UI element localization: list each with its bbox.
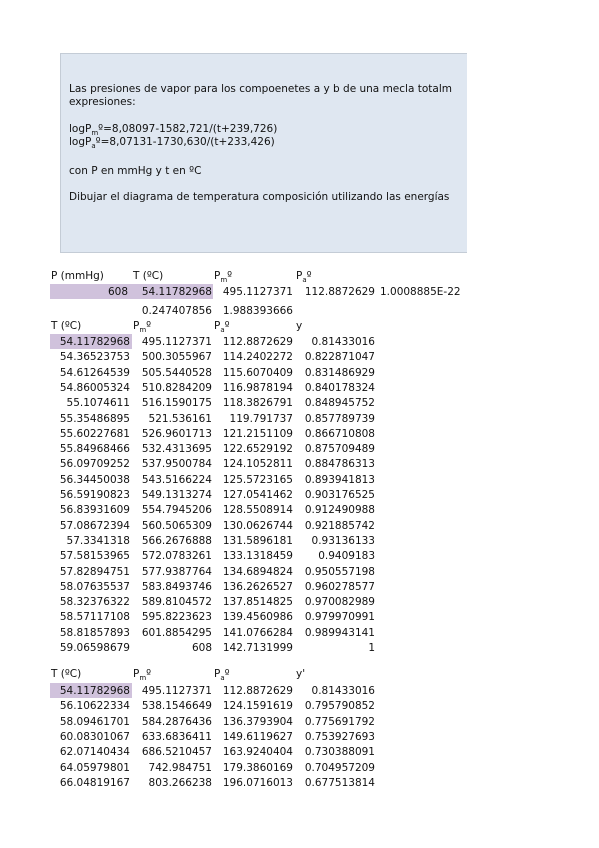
table1-cell[interactable]: 0.857789739 <box>304 412 375 425</box>
table1-cell[interactable]: 128.5508914 <box>222 504 293 517</box>
table1-cell[interactable]: 56.09709252 <box>59 458 130 471</box>
table1-cell[interactable]: 58.32376322 <box>59 596 130 609</box>
table1-cell[interactable]: 0.9409183 <box>318 550 375 563</box>
note-line-2: expresiones: <box>69 96 136 108</box>
table1-cell[interactable]: 56.34450038 <box>59 473 130 486</box>
table1-cell[interactable]: 0.921885742 <box>304 519 375 532</box>
table2-cell[interactable]: 803.266238 <box>148 776 212 789</box>
temperature-value[interactable]: 54.11782968 <box>141 286 212 298</box>
table1-cell[interactable]: 505.5440528 <box>141 366 212 379</box>
header-pressure: P (mmHg) <box>51 270 104 282</box>
table1-cell[interactable]: 58.81857893 <box>59 626 130 639</box>
table1-cell[interactable]: 516.1590175 <box>141 397 212 410</box>
table1-header-t: T (ºC) <box>51 320 82 332</box>
table1-header-pm: $P_mº$ <box>133 320 152 335</box>
table1-cell[interactable]: 0.979970991 <box>304 611 375 624</box>
header-temperature: T (ºC) <box>133 270 164 282</box>
note-units: con P en mmHg y t en ºC <box>69 165 202 177</box>
table2-header-pm: $P_mº$ <box>133 668 152 683</box>
table1-cell[interactable]: 56.83931609 <box>59 504 130 517</box>
table2-cell[interactable]: 136.3793904 <box>222 715 293 728</box>
table1-cell[interactable]: 0.822871047 <box>304 351 375 364</box>
table2-cell[interactable]: 163.9240404 <box>222 746 293 759</box>
table1-cell[interactable]: 57.58153965 <box>59 550 130 563</box>
table2-cell[interactable]: 0.81433016 <box>311 685 375 697</box>
table1-cell[interactable]: 608 <box>191 642 212 654</box>
table1-cell[interactable]: 0.989943141 <box>304 626 375 639</box>
table1-cell[interactable]: 537.9500784 <box>141 458 212 471</box>
table1-cell[interactable]: 59.06598679 <box>59 642 130 654</box>
table2-cell[interactable]: 149.6119627 <box>222 730 293 743</box>
table1-cell[interactable]: 601.8854295 <box>141 626 212 639</box>
table1-cell[interactable]: 577.9387764 <box>141 565 212 578</box>
table1-cell[interactable]: 54.11782968 <box>59 336 130 348</box>
table2-cell[interactable]: 633.6836411 <box>141 730 212 743</box>
table1-cell[interactable]: 122.6529192 <box>222 443 293 456</box>
table2-cell[interactable]: 56.10622334 <box>59 700 130 713</box>
table1-cell[interactable]: 566.2676888 <box>141 534 212 547</box>
table2-header-y: y' <box>296 668 306 680</box>
table2-cell[interactable]: 0.730388091 <box>304 746 375 759</box>
table1-cell[interactable]: 54.36523753 <box>59 351 130 364</box>
table1-cell[interactable]: 543.5166224 <box>141 473 212 486</box>
table1-cell[interactable]: 56.59190823 <box>59 489 130 501</box>
table1-cell[interactable]: 572.0783261 <box>141 550 212 563</box>
table1-cell[interactable]: 57.82894751 <box>59 565 130 578</box>
table1-cell[interactable]: 0.840178324 <box>304 381 375 394</box>
table1-cell[interactable]: 130.0626744 <box>222 519 293 532</box>
pm-value[interactable]: 495.1127371 <box>222 286 293 298</box>
table1-cell[interactable]: 116.9878194 <box>222 381 293 394</box>
table2-cell[interactable]: 60.08301067 <box>59 730 130 743</box>
note-task: Dibujar el diagrama de temperatura composición utilizando las energías <box>69 191 450 203</box>
table1-cell[interactable]: 583.8493746 <box>141 580 212 593</box>
table2-cell[interactable]: 196.0716013 <box>222 776 293 789</box>
table1-cell[interactable]: 121.2151109 <box>222 427 293 440</box>
calc-value-b[interactable]: 1.988393666 <box>222 305 293 317</box>
table1-cell[interactable]: 54.86005324 <box>59 381 130 394</box>
table1-cell[interactable]: 0.875709489 <box>304 443 375 456</box>
table2-cell[interactable]: 584.2876436 <box>141 715 212 728</box>
table1-cell[interactable]: 55.84968466 <box>59 443 130 456</box>
table2-cell[interactable]: 538.1546649 <box>141 700 212 713</box>
table1-cell[interactable]: 139.4560986 <box>222 611 293 624</box>
table2-cell[interactable]: 0.704957209 <box>304 761 375 774</box>
table1-cell[interactable]: 55.60227681 <box>59 427 130 440</box>
table1-cell[interactable]: 58.57117108 <box>59 611 130 624</box>
table1-cell[interactable]: 495.1127371 <box>141 336 212 348</box>
table1-cell[interactable]: 549.1313274 <box>141 489 212 501</box>
table2-cell[interactable]: 179.3860169 <box>222 761 293 774</box>
header-pa: $P_aº$ <box>296 270 312 285</box>
table2-cell[interactable]: 62.07140434 <box>59 746 130 759</box>
table2-cell[interactable]: 0.677513814 <box>304 776 375 789</box>
table1-cell[interactable]: 137.8514825 <box>222 596 293 609</box>
table1-cell[interactable]: 0.93136133 <box>311 534 375 547</box>
table2-cell[interactable]: 124.1591619 <box>222 700 293 713</box>
table1-cell[interactable]: 57.3341318 <box>66 534 130 547</box>
table1-cell[interactable]: 118.3826791 <box>222 397 293 410</box>
table1-cell[interactable]: 0.970082989 <box>304 596 375 609</box>
table2-header-pa: $P_aº$ <box>214 668 230 683</box>
table2-cell[interactable]: 54.11782968 <box>59 685 130 697</box>
table1-cell[interactable]: 0.884786313 <box>304 458 375 471</box>
table1-cell[interactable]: 142.7131999 <box>222 642 293 654</box>
table1-cell[interactable]: 0.960278577 <box>304 580 375 593</box>
table1-cell[interactable]: 134.6894824 <box>222 565 293 578</box>
pressure-value[interactable]: 608 <box>107 286 128 298</box>
table1-header-y: y <box>296 320 303 332</box>
table1-cell[interactable]: 0.912490988 <box>304 504 375 517</box>
equation-m: logP$_m$º=8,08097-1582,721/(t+239,726) <box>69 123 278 138</box>
table2-cell[interactable]: 686.5210457 <box>141 746 212 759</box>
table1-cell[interactable]: 54.61264539 <box>59 366 130 379</box>
table1-cell[interactable]: 1 <box>368 642 375 654</box>
problem-note <box>60 53 467 253</box>
table1-cell[interactable]: 57.08672394 <box>59 519 130 532</box>
table1-cell[interactable]: 127.0541462 <box>222 489 293 501</box>
table1-cell[interactable]: 595.8223623 <box>141 611 212 624</box>
header-pm: $P_mº$ <box>214 270 233 285</box>
table1-cell[interactable]: 510.8284209 <box>141 381 212 394</box>
table1-cell[interactable]: 0.866710808 <box>304 427 375 440</box>
table1-cell[interactable]: 0.903176525 <box>304 489 375 501</box>
table1-cell[interactable]: 133.1318459 <box>222 550 293 563</box>
table1-cell[interactable]: 532.4313695 <box>141 443 212 456</box>
table1-cell[interactable]: 560.5065309 <box>141 519 212 532</box>
calc-value-a[interactable]: 0.247407856 <box>141 305 212 317</box>
table1-cell[interactable]: 112.8872629 <box>222 336 293 348</box>
table2-header-t: T (ºC) <box>51 668 82 680</box>
table1-cell[interactable]: 124.1052811 <box>222 458 293 471</box>
table2-cell[interactable]: 0.775691792 <box>304 715 375 728</box>
table1-cell[interactable]: 521.536161 <box>148 412 212 425</box>
table1-cell[interactable]: 136.2626527 <box>222 580 293 593</box>
table2-cell[interactable]: 64.05979801 <box>59 761 130 774</box>
table2-cell[interactable]: 58.09461701 <box>59 715 130 728</box>
table1-cell[interactable]: 526.9601713 <box>141 427 212 440</box>
table1-cell[interactable]: 554.7945206 <box>141 504 212 517</box>
table1-cell[interactable]: 131.5896181 <box>222 534 293 547</box>
table1-cell[interactable]: 119.791737 <box>229 412 293 425</box>
table1-cell[interactable]: 0.831486929 <box>304 366 375 379</box>
equation-a: logP$_a$º=8,07131-1730,630/(t+233,426) <box>69 136 275 151</box>
note-line-1: Las presiones de vapor para los compoenetes a y b de una mecla totalm <box>69 83 452 95</box>
residual-value[interactable]: 1.0008885E-22 <box>380 286 461 298</box>
table1-cell[interactable]: 0.950557198 <box>304 565 375 578</box>
table1-cell[interactable]: 0.893941813 <box>304 473 375 486</box>
table1-cell[interactable]: 589.8104572 <box>141 596 212 609</box>
table1-cell[interactable]: 58.07635537 <box>59 580 130 593</box>
table2-cell[interactable]: 66.04819167 <box>59 776 130 789</box>
table2-cell[interactable]: 112.8872629 <box>222 685 293 697</box>
table2-cell[interactable]: 495.1127371 <box>141 685 212 697</box>
table1-cell[interactable]: 115.6070409 <box>222 366 293 379</box>
table1-cell[interactable]: 55.1074611 <box>66 397 130 410</box>
table1-cell[interactable]: 0.848945752 <box>304 397 375 410</box>
table1-cell[interactable]: 0.81433016 <box>311 336 375 348</box>
table1-cell[interactable]: 141.0766284 <box>222 626 293 639</box>
table1-cell[interactable]: 500.3055967 <box>141 351 212 364</box>
table1-cell[interactable]: 114.2402272 <box>222 351 293 364</box>
table1-header-pa: $P_aº$ <box>214 320 230 335</box>
table2-cell[interactable]: 0.795790852 <box>304 700 375 713</box>
table2-cell[interactable]: 0.753927693 <box>304 730 375 743</box>
table2-cell[interactable]: 742.984751 <box>148 761 212 774</box>
table1-cell[interactable]: 55.35486895 <box>59 412 130 425</box>
pa-value[interactable]: 112.8872629 <box>304 286 375 298</box>
table1-cell[interactable]: 125.5723165 <box>222 473 293 486</box>
